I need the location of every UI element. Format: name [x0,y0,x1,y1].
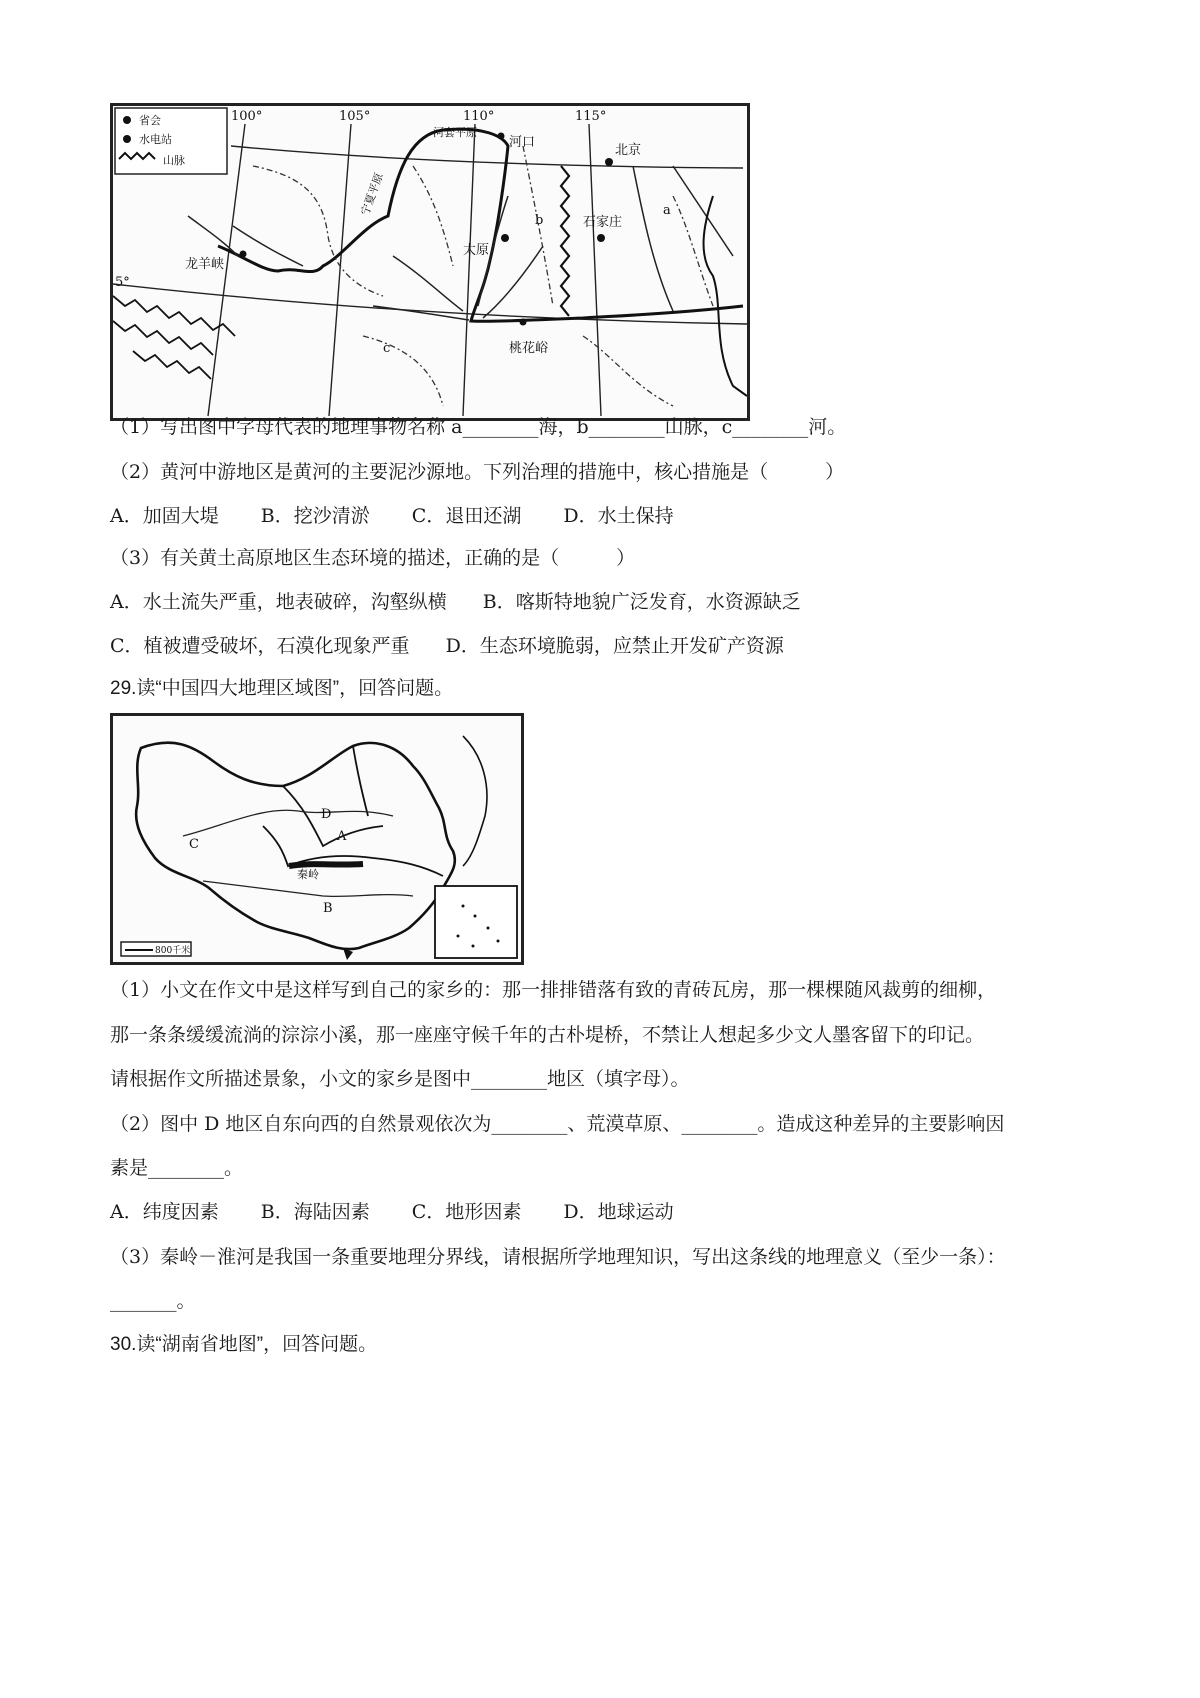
hekou-dot-icon [498,133,505,140]
q28-p2-option-c: C．退田还湖 [411,505,522,527]
taohuayu-dot-icon [520,319,527,326]
scale-label: 800千米 [155,946,191,956]
taihang-mountains [561,166,569,316]
q29-part1-line1: （1）小文在作文中是这样写到自己的家乡的：那一排排错落有致的青砖瓦房，那一棵棵随风裁剪的细柳， [110,979,997,1001]
label-c: c [383,341,391,356]
legend-hydropower: 水电站 [139,133,172,146]
yellow-river-map-drawing [113,106,747,418]
legend-capital: 省会 [139,114,161,127]
q29-part3-line1: （3）秦岭－淮河是我国一条重要地理分界线，请根据所学地理知识，写出这条线的地理意义（至少一条）： [110,1246,1006,1268]
q28-p2-option-d: D．水土保持 [563,505,674,527]
q29-part1-line3: 请根据作文所描述景象，小文的家乡是图中________地区（填字母）。 [110,1068,690,1090]
place-taiyuan: 太原 [463,243,490,258]
taiyuan-dot-icon [501,234,509,242]
q28-p3-option-b: B．喀斯特地貌广泛发育，水资源缺乏 [482,591,801,613]
q29-title: 29.读“中国四大地理区域图”，回答问题。 [110,678,454,699]
beijing-dot-icon [605,158,613,166]
q28-p2-option-a: A．加固大堤 [110,505,219,527]
q29-part2-line2: 素是________。 [110,1157,244,1179]
region-label-d: D [321,807,332,822]
q29-part1-line2: 那一条条缓缓流淌的淙淙小溪，那一座座守候千年的古朴堤桥，不禁让人想起多少文人墨客留下的印记。 [110,1024,985,1046]
q28-part2: （2）黄河中游地区是黄河的主要泥沙源地。下列治理的措施中，核心措施是（ ） [110,461,845,483]
label-b: b [535,213,544,228]
lon-label-100: 100° [231,109,263,124]
southwest-mountains [113,296,235,379]
qinling-band [289,864,363,866]
lon-label-105: 105° [339,109,371,124]
tributaries [188,166,733,320]
q28-p3-option-c: C．植被遭受破坏，石漠化现象严重 [110,635,410,657]
coastline [704,196,747,396]
shijiazhuang-dot-icon [597,234,605,242]
place-shijiazhuang: 石家庄 [583,215,623,230]
yellow-river-map [110,103,750,421]
place-hetao: 河套平原 [433,126,477,139]
lon-label-110: 110° [463,109,495,124]
lat-label: 5° [115,275,130,290]
china-outline [136,743,455,949]
hydropower-symbol-icon [123,135,131,143]
q29-p2-option-c: C．地形因素 [411,1201,522,1223]
q28-p3-option-a: A．水土流失严重，地表破碎，沟壑纵横 [110,591,447,613]
legend-mountain: 山脉 [163,154,185,167]
q29-part2-line1: （2）图中 D 地区自东向西的自然景观依次为________、荒漠草原、________。造成这种差异的主要影响因 [110,1113,1005,1135]
q28-part3-options-cd [110,634,784,658]
lon-label-115: 115° [575,109,607,124]
longyangxia-dot-icon [240,251,247,258]
place-beijing: 北京 [615,143,642,158]
q29-p2-option-d: D．地球运动 [563,1201,674,1223]
province-boundaries [253,146,713,406]
q30-title: 30.读“湖南省地图”，回答问题。 [110,1334,378,1355]
place-taohuayu: 桃花峪 [509,341,549,356]
region-label-a: A [337,829,347,844]
q29-p2-option-a: A．纬度因素 [110,1201,219,1223]
q28-part2-options [110,504,674,528]
label-qinling: 秦岭 [297,868,319,881]
main-rivers [183,810,413,896]
q28-p3-option-d: D．生态环境脆弱，应禁止开发矿产资源 [445,635,784,657]
place-longyangxia: 龙羊峡 [185,257,225,272]
china-regions-drawing [113,716,521,962]
south-china-sea-inset [435,886,517,958]
place-ningxia: 宁夏平原 [358,171,386,218]
capital-symbol-icon [123,116,131,124]
q29-p2-option-b: B．海陆因素 [260,1201,370,1223]
yellow-river-line [218,129,743,321]
q28-part1: （1）写出图中字母代表的地理事物名称 a________海，b________山脉，c________河。 [110,416,847,438]
q28-part3: （3）有关黄土高原地区生态环境的描述，正确的是（ ） [110,547,636,569]
q28-part3-options-ab [110,590,801,614]
region-label-c: C [189,837,199,852]
label-a: a [663,203,671,218]
china-regions-map [110,713,524,965]
neighbor-coast [463,736,487,866]
q28-p2-option-b: B．挖沙清淤 [260,505,370,527]
q29-part3-line2: _______。 [110,1290,196,1312]
place-hekou: 河口 [509,135,536,150]
region-label-b: B [323,901,333,916]
q29-part2-options [110,1200,674,1224]
